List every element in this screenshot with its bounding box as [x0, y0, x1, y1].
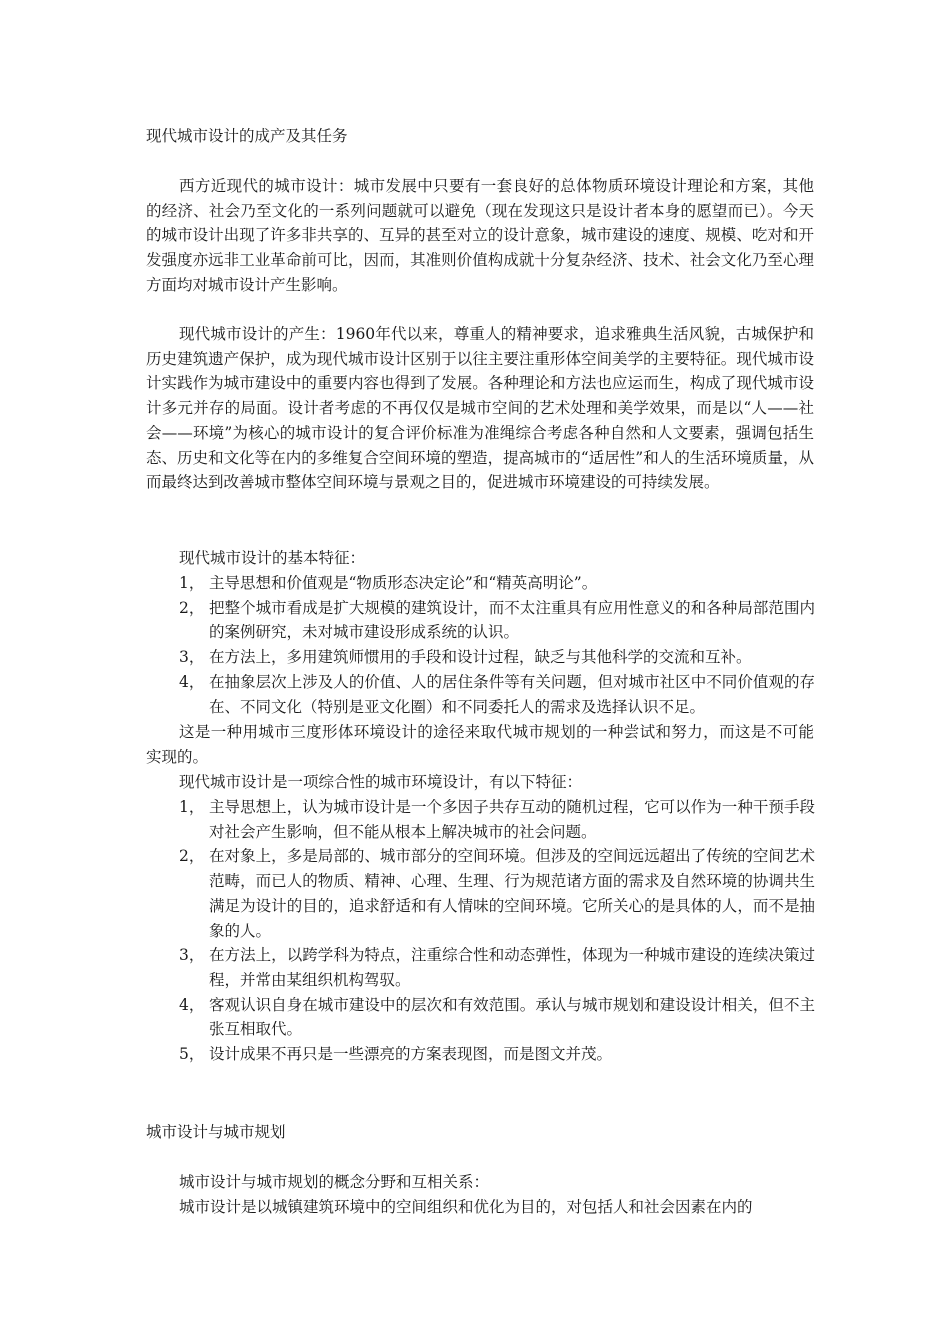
- section-title: 城市设计与城市规划: [146, 1123, 286, 1141]
- list-text: 设计成果不再只是一些漂亮的方案表现图，而是图文并茂。: [209, 1045, 613, 1064]
- list-text: 主导思想上，认为城市设计是一个多因子共存互动的随机过程，它可以作为一种干预手段对社会产生影响，但不能从根本上解决城市的社会问题。: [209, 798, 815, 841]
- list-text: 在方法上，多用建筑师惯用的手段和设计过程，缺乏与其他科学的交流和互补。: [209, 648, 752, 667]
- comprehensive-features-title: 现代城市设计是一项综合性的城市环境设计，有以下特征：: [179, 773, 583, 791]
- list-number: 1，: [179, 798, 205, 816]
- list-item: [179, 571, 815, 596]
- list-item: [179, 1042, 815, 1067]
- paragraph-line: 城市设计是以城镇建筑环境中的空间组织和优化为目的，对包括人和社会因素在内的: [179, 1198, 753, 1216]
- list-number: 3，: [179, 946, 205, 965]
- list-item: [179, 844, 815, 943]
- list-item: [179, 670, 815, 719]
- list-text: 在方法上，以跨学科为特点，注重综合性和动态弹性，体现为一种城市建设的连续决策过程，并常由某组织机构驾驭。: [209, 946, 815, 989]
- list-item: [179, 993, 815, 1042]
- list-text: 客观认识自身在城市建设中的层次和有效范围。承认与城市规划和建设设计相关，但不主张互相取代。: [209, 995, 815, 1039]
- section-title: 现代城市设计的成产及其任务: [146, 127, 348, 145]
- list-item: [179, 943, 815, 992]
- list-number: 2，: [179, 598, 205, 617]
- list-number: 4，: [179, 995, 205, 1014]
- paragraph-western-urban-design: 西方近现代的城市设计：城市发展中只要有一套良好的总体物质环境设计理论和方案，其他的经济、社会乃至文化的一系列问题就可以避免（现在发现这只是设计者本身的愿望而已）。今天的城市设计出现了许多非共享的、互异的甚至对立的设计意象，城市建设的速度、规模、吃对和开发强度亦远非工业革命前可比，因而，其准则价值构成就十分复杂经济、技术、社会文化乃至心理方面均对城市设计产生影响。: [146, 177, 814, 294]
- summary-paragraph: 这是一种用城市三度形体环境设计的途径来取代城市规划的一种尝试和努力，而这是不可能实现的。: [146, 723, 814, 766]
- comprehensive-features-list: [179, 795, 815, 1067]
- list-number: 4，: [179, 672, 205, 691]
- basic-features-list: [179, 571, 815, 719]
- list-text: 在对象上，多是局部的、城市部分的空间环境。但涉及的空间远远超出了传统的空间艺术范畴，而已人的物质、精神、心理、生理、行为规范诸方面的需求及自然环境的协调共生满足为设计的目的，追求舒适和有人情味的空间环境。它所关心的是具体的人，而不是抽象的人。: [209, 847, 815, 940]
- list-number: 2，: [179, 847, 205, 866]
- list-number: 5，: [179, 1045, 205, 1064]
- section-subtitle: 城市设计与城市规划的概念分野和互相关系：: [179, 1173, 490, 1191]
- list-number: 3，: [179, 648, 205, 667]
- list-number: 1，: [179, 574, 205, 592]
- features-title: 现代城市设计的基本特征：: [179, 549, 366, 567]
- list-item: [179, 795, 815, 844]
- list-text: 主导思想和价值观是“物质形态决定论”和“精英高明论”。: [209, 574, 598, 592]
- list-text: 把整个城市看成是扩大规模的建筑设计，而不太注重具有应用性意义的和各种局部范围内的案例研究，未对城市建设形成系统的认识。: [209, 598, 815, 642]
- list-item: [179, 645, 815, 670]
- paragraph-modern-urban-design-origin: 现代城市设计的产生：1960年代以来，尊重人的精神要求，追求雅典生活风貌，古城保护和历史建筑遗产保护，成为现代城市设计区别于以往主要注重形体空间美学的主要特征。现代城市设计实践作为城市建设中的重要内容也得到了发展。各种理论和方法也应运而生，构成了现代城市设计多元并存的局面。设计者考虑的不再仅仅是城市空间的艺术处理和美学效果，而是以“人——社会——环境”为核心的城市设计的复合评价标准为准绳综合考虑各种自然和人文要素，强调包括生态、历史和文化等在内的多维复合空间环境的塑造，提高城市的“适居性”和人的生活环境质量，从而最终达到改善城市整体空间环境与景观之目的，促进城市环境建设的可持续发展。: [146, 325, 814, 492]
- list-item: [179, 596, 815, 645]
- list-text: 在抽象层次上涉及人的价值、人的居住条件等有关问题，但对城市社区中不同价值观的存在、不同文化（特别是亚文化圈）和不同委托人的需求及选择认识不足。: [209, 672, 815, 716]
